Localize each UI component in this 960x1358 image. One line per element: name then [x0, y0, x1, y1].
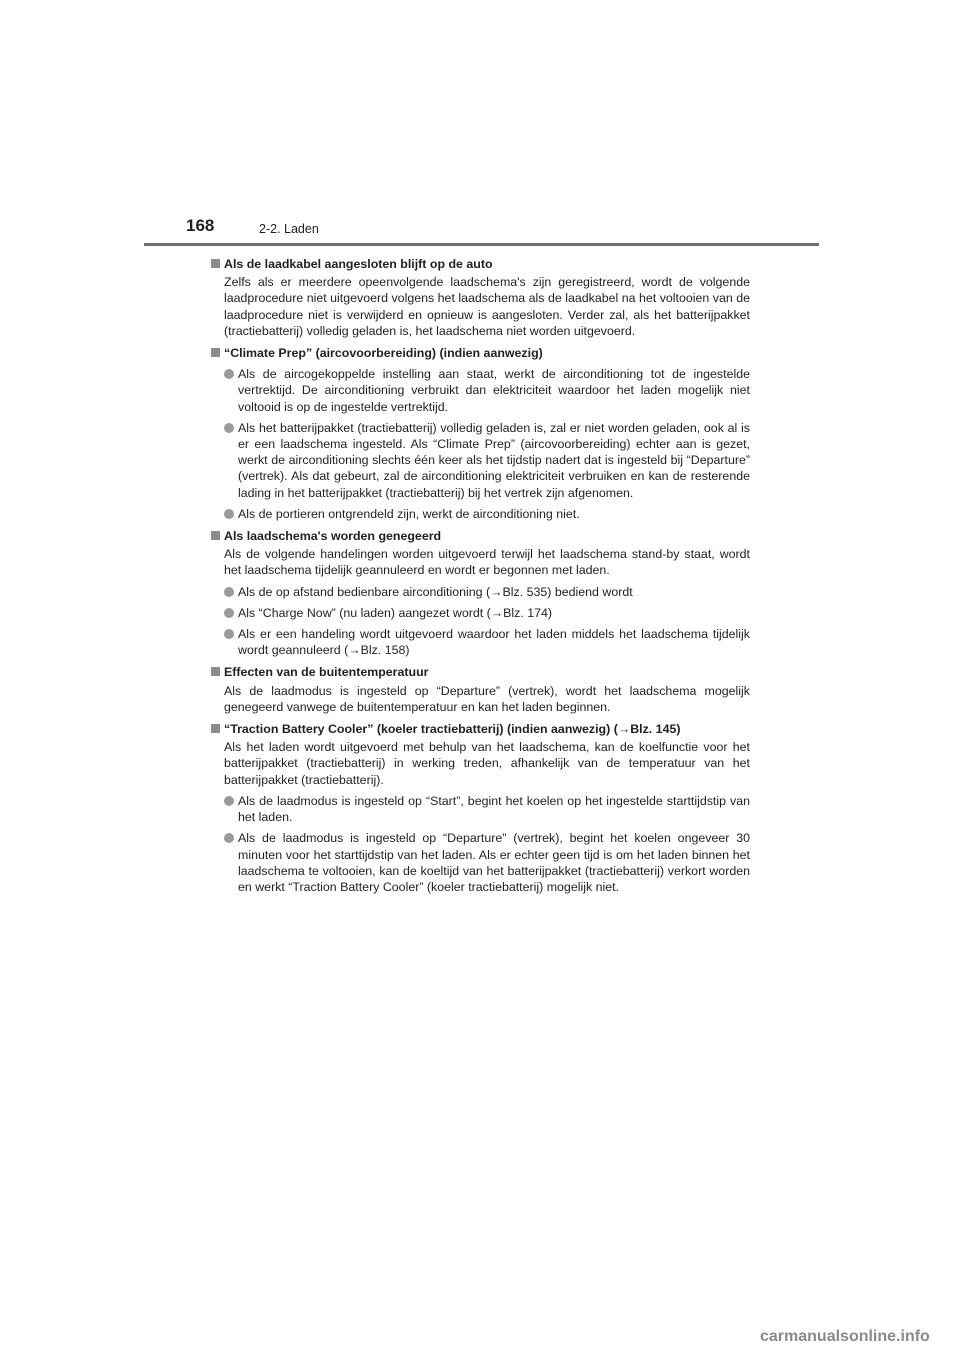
section-label: 2-2. Laden — [259, 222, 319, 236]
section-heading — [210, 528, 750, 544]
page-content — [210, 256, 750, 901]
list-item — [224, 366, 750, 415]
square-bullet-icon — [211, 667, 220, 676]
heading-text: Als laadschema's worden genegeerd — [224, 529, 442, 544]
round-bullet-icon — [224, 509, 234, 519]
watermark: carmanualsonline.info — [760, 1328, 930, 1345]
page-number: 168 — [186, 216, 215, 235]
heading-text: “Traction Battery Cooler” (koeler tractiebatterij) (indien aanwezig) (→Blz. 145) — [224, 722, 681, 737]
round-bullet-icon — [224, 608, 234, 618]
section-outside-temperature — [210, 664, 750, 715]
round-bullet-icon — [224, 369, 234, 379]
list-item — [224, 506, 750, 522]
section-heading — [210, 345, 750, 361]
square-bullet-icon — [211, 531, 220, 540]
section-traction-battery-cooler — [210, 721, 750, 895]
list-item-text: Als de op afstand bedienbare airconditioning (→Blz. 535) bediend wordt — [238, 584, 633, 599]
section-paragraph: Zelfs als er meerdere opeenvolgende laadschema's zijn geregistreerd, wordt de volgende laadprocedure niet uitgevoerd volgens het laadschema als de laadkabel na het voltooien van de laadprocedure niet is verwijderd en opnieuw is aangesloten. Verder zal, als het batterijpakket (tractiebatterij) volledig geladen is, het laadschema niet worden uitgevoerd. — [224, 275, 750, 338]
list-item-text: Als de laadmodus is ingesteld op “Departure” (vertrek), begint het koelen ongeveer 30 minuten voor het starttijdstip van het laden. Als er echter geen tijd is om het laden binnen het laadschema te voltooien, kan de koeltijd van het batterijpakket (tractiebatterij) verkort worden en werkt “Traction Battery Cooler” (koeler tractiebatterij) mogelijk niet. — [238, 831, 750, 894]
list-item — [224, 830, 750, 895]
section-paragraph: Als het laden wordt uitgevoerd met behulp van het laadschema, kan de koelfunctie voor het batterijpakket (tractiebatterij) in werking treden, afhankelijk van de temperatuur van het batterijpakket (tractiebatterij). — [224, 740, 750, 787]
list-item — [224, 420, 750, 501]
heading-text: “Climate Prep” (aircovoorbereiding) (indien aanwezig) — [224, 346, 543, 361]
list-item — [224, 605, 750, 621]
list-item-text: Als er een handeling wordt uitgevoerd waardoor het laden middels het laadschema tijdelijk wordt geannuleerd (→Blz. 158) — [238, 627, 750, 658]
round-bullet-icon — [224, 833, 234, 843]
square-bullet-icon — [211, 259, 220, 268]
section-heading — [210, 664, 750, 680]
list-item-text: Als de portieren ontgrendeld zijn, werkt de airconditioning niet. — [238, 506, 580, 521]
header-rule — [144, 243, 819, 246]
list-item — [224, 626, 750, 658]
heading-text: Als de laadkabel aangesloten blijft op de auto — [224, 257, 493, 271]
list-item-text: Als “Charge Now” (nu laden) aangezet wordt (→Blz. 174) — [238, 605, 553, 620]
section-schedules-ignored — [210, 528, 750, 658]
square-bullet-icon — [211, 724, 220, 733]
heading-text: Effecten van de buitentemperatuur — [224, 665, 429, 680]
section-climate-prep — [210, 345, 750, 522]
round-bullet-icon — [224, 423, 234, 433]
list-item — [224, 584, 750, 600]
round-bullet-icon — [224, 629, 234, 639]
list-item-text: Als de aircogekoppelde instelling aan staat, werkt de airconditioning tot de ingestelde vertrektijd. De airconditioning verbruikt dan elektriciteit waardoor het laden mogelijk niet voltooid is op de ingestelde vertrektijd. — [238, 367, 750, 414]
list-item-text: Als de laadmodus is ingesteld op “Start”, begint het koelen op het ingestelde starttijdstip van het laden. — [238, 793, 750, 825]
round-bullet-icon — [224, 796, 234, 806]
section-paragraph: Als de laadmodus is ingesteld op “Departure” (vertrek), wordt het laadschema mogelijk genegeerd vanwege de buitentemperatuur en kan het laden beginnen. — [224, 683, 750, 714]
section-heading — [210, 721, 750, 737]
round-bullet-icon — [224, 587, 234, 597]
list-item — [224, 793, 750, 825]
section-cable-connected — [210, 256, 750, 339]
section-paragraph: Als de volgende handelingen worden uitgevoerd terwijl het laadschema stand-by staat, wordt het laadschema tijdelijk geannuleerd en wordt er begonnen met laden. — [224, 547, 750, 578]
section-heading — [210, 256, 750, 272]
square-bullet-icon — [211, 348, 220, 357]
list-item-text: Als het batterijpakket (tractiebatterij) volledig geladen is, zal er niet worden geladen, ook al is er een laadschema ingesteld. Als “Climate Prep” (aircovoorbereiding) echter aan is gezet, werkt de airconditioning slechts één keer als het tijdstip nadert dat is ingesteld bij “Departure” (vertrek). Als dat gebeurt, zal de airconditioning elektriciteit verbruiken en kan de resterende lading in het batterijpakket (tractiebatterij) bij het vertrek zijn afgenomen. — [238, 420, 750, 500]
